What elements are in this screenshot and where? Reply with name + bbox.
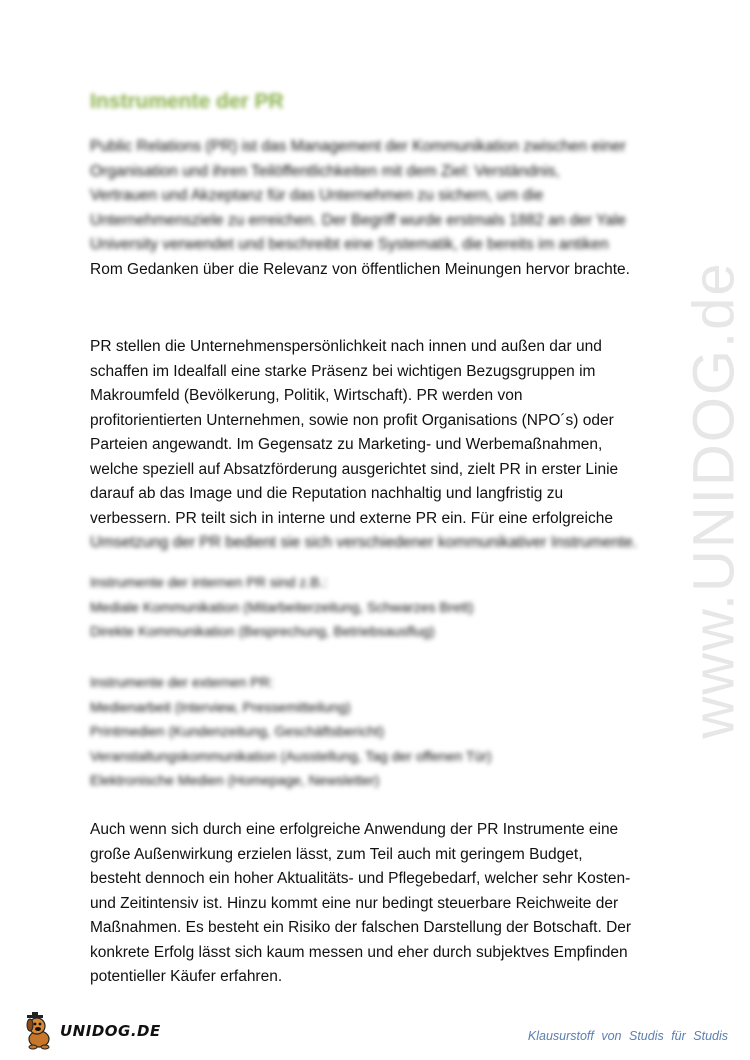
text-line: darauf ab das Image und die Reputation nachhaltig und langfristig zu — [90, 485, 564, 502]
text-line: Rom Gedanken über die Relevanz von öffentlichen Meinungen hervor brachte. — [90, 260, 630, 278]
dog-mascot-icon — [22, 1012, 56, 1050]
unidog-logo — [22, 1012, 161, 1050]
text-line: Vertrauen und Akzeptanz für das Unternehmen zu sichern, um die — [90, 187, 544, 204]
text-line: Unternehmensziele zu erreichen. Der Begriff wurde erstmals 1882 an der Yale — [90, 211, 626, 229]
footer-tagline: Klausurstoff von Studis für Studis — [527, 1029, 728, 1043]
text-line: profitorientierten Unternehmen, sowie non profit Organisations (NPO´s) oder — [90, 411, 614, 429]
text-line: konkrete Erfolg lässt sich kaum messen und eher durch subjektves Empfinden — [90, 943, 628, 961]
list-item: Elektronische Medien (Homepage, Newsletter) — [90, 772, 380, 788]
conclusion-paragraph — [90, 818, 675, 990]
text-line: Auch wenn sich durch eine erfolgreiche Anwendung der PR Instrumente eine — [90, 821, 619, 838]
text-line: PR stellen die Unternehmenspersönlichkeit nach innen und außen dar und — [90, 338, 602, 355]
text-line: Umsetzung der PR bedient sie sich verschiedener kommunikativer Instrumente. — [90, 534, 638, 551]
text-line: besteht dennoch ein hoher Aktualitäts- und Pflegebedarf, welcher sehr Kosten- — [90, 870, 631, 887]
text-line: Parteien angewandt. Im Gegensatz zu Marketing- und Werbemaßnahmen, — [90, 436, 603, 453]
text-line: und Zeitintensiv ist. Hinzu kommt eine nur bedingt steuerbare Reichweite der — [90, 894, 619, 912]
internal-instruments-list — [90, 570, 675, 644]
list-item: Direkte Kommunikation (Besprechung, Betriebsausflug) — [90, 623, 435, 639]
list-item: Mediale Kommunikation (Mitarbeiterzeitung, Schwarzes Brett) — [90, 598, 474, 615]
logo-text: UNIDOG.DE — [60, 1022, 161, 1040]
text-line: Organisation und ihren Teilöffentlichkeiten mit dem Ziel: Verständnis, — [90, 162, 560, 180]
text-line: Public Relations (PR) ist das Management der Kommunikation zwischen einer — [90, 138, 626, 155]
external-instruments-list — [90, 670, 675, 793]
list-item: Instrumente der externen PR: — [90, 674, 274, 690]
text-line: Makroumfeld (Bevölkerung, Politik, Wirtschaft). PR werden von — [90, 387, 523, 404]
description-paragraph — [90, 335, 675, 556]
list-item: Veranstaltungskommunikation (Ausstellung, Tag der offenen Tür) — [90, 747, 492, 764]
text-line: welche speziell auf Absatzförderung ausgerichtet sind, zielt PR in erster Linie — [90, 460, 619, 478]
text-line: University verwendet und beschreibt eine Systematik, die bereits im antiken — [90, 236, 609, 253]
list-item: Printmedien (Kundenzeitung, Geschäftsbericht) — [90, 723, 385, 739]
list-item: Medienarbeit (Interview, Pressemitteilung) — [90, 698, 351, 715]
text-line: große Außenwirkung erzielen lässt, zum Teil auch mit geringem Budget, — [90, 845, 583, 863]
text-line: Maßnahmen. Es besteht ein Risiko der falschen Darstellung der Botschaft. Der — [90, 919, 632, 936]
list-item: Instrumente der internen PR sind z.B.: — [90, 574, 328, 590]
text-line: schaffen im Idealfall eine starke Präsenz bei wichtigen Bezugsgruppen im — [90, 362, 596, 380]
intro-paragraph — [90, 135, 675, 282]
text-line: potentieller Käufer erfahren. — [90, 968, 283, 985]
page-title: Instrumente der PR — [90, 90, 284, 113]
text-line: verbessern. PR teilt sich in interne und externe PR ein. Für eine erfolgreiche — [90, 509, 613, 527]
watermark-text: www.UNIDOG.de — [681, 261, 747, 739]
